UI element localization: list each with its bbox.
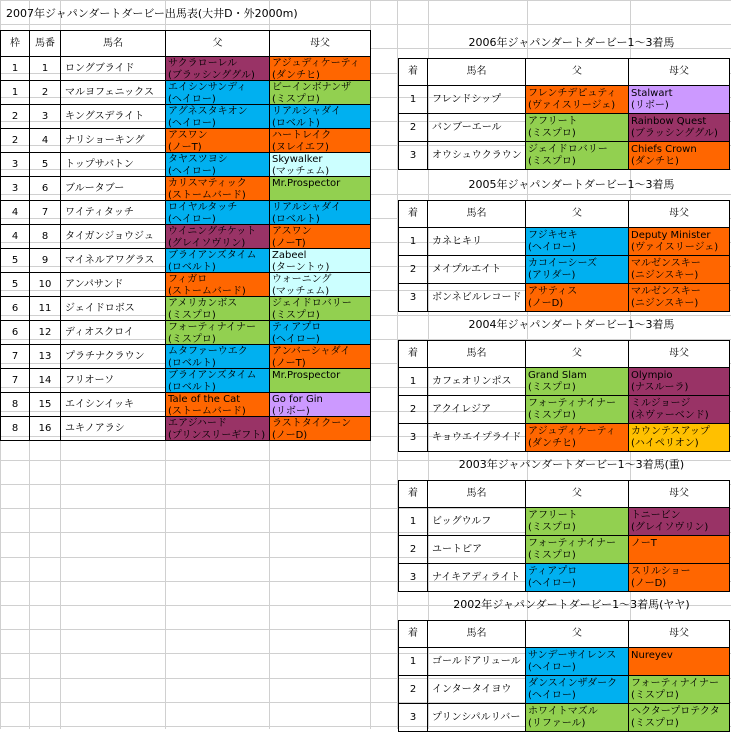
finish-position: 1 [399,368,428,396]
damsire-cell-line: フォーティナイナー [631,678,719,689]
horse-number: 11 [30,297,61,321]
waku-number: 8 [1,417,30,441]
waku-number: 5 [1,249,30,273]
finish-position: 1 [399,86,428,114]
sire-cell [166,297,270,321]
header-position: 着 [399,59,428,86]
sire-cell-line: ダンスインザダーク [528,678,618,689]
sire-cell-line: (ヴァイスリージェ) [528,100,616,111]
finish-position: 2 [399,114,428,142]
header-damsire: 母父 [629,341,730,368]
header-horse: 馬名 [428,201,526,228]
horse-name: カフェオリンポス [428,368,526,396]
damsire-cell [629,424,730,452]
damsire-cell [270,81,371,105]
horse-name: ジェイドロボス [61,297,166,321]
horse-name: バンブーエール [428,114,526,142]
sire-cell-line: フォーティナイナー [528,538,616,549]
damsire-cell [270,321,371,345]
sire-cell-line: エイシンサンディ [168,82,247,93]
header-horse: 馬名 [428,481,526,508]
horse-name: ゴールドアリュール [428,648,526,676]
sire-cell [166,177,270,201]
damsire-cell [270,297,371,321]
damsire-cell-line: Chiefs Crown [631,144,697,155]
header-damsire: 母父 [629,59,730,86]
damsire-cell [270,345,371,369]
sire-cell [526,284,629,312]
horse-name: ユキノアラシ [61,417,166,441]
horse-name: ユートピア [428,536,526,564]
finish-position: 2 [399,536,428,564]
results-table [398,620,730,732]
damsire-cell-line: スリルショー [631,566,691,577]
damsire-cell [629,648,730,676]
horse-name: タイガンジョウジュ [61,225,166,249]
damsire-cell-line: リアルシャダイ [272,202,341,213]
finish-position: 3 [399,284,428,312]
damsire-cell [270,393,371,417]
horse-name: ワイティタッチ [61,201,166,225]
damsire-cell-line: Mr.Prospector [272,178,341,189]
damsire-cell-line: (ミスプロ) [631,690,679,701]
damsire-cell-line: (ロベルト) [272,214,320,225]
header-damsire: 母父 [629,481,730,508]
horse-number: 8 [30,225,61,249]
header-umaban: 馬番 [30,31,61,57]
finish-position: 2 [399,676,428,704]
damsire-cell-line: マルゼンスキー [631,286,701,297]
sire-cell-line: (ヘイロー) [168,214,216,225]
results-table [398,58,730,170]
sire-cell [526,424,629,452]
results-table [398,480,730,592]
sire-cell-line: ジェイドロバリー [528,144,608,155]
sire-cell-line: (ミスプロ) [168,334,216,345]
sire-cell-line: ウイニングチケット [168,226,257,237]
horse-name: オウシュウクラウン [428,142,526,170]
damsire-cell [629,142,730,170]
sire-cell-line: アジュディケーティ [528,426,616,437]
damsire-cell-line: (ミスプロ) [631,718,679,729]
finish-position: 1 [399,228,428,256]
damsire-cell-line: (ミスプロ) [272,94,320,105]
sire-cell-line: サンデーサイレンス [528,650,617,661]
horse-number: 9 [30,249,61,273]
damsire-cell-line: (ナスルーラ) [631,382,689,393]
damsire-cell [270,225,371,249]
horse-name: エイシンイッキ [61,393,166,417]
horse-number: 15 [30,393,61,417]
finish-position: 3 [399,424,428,452]
header-horse: 馬名 [428,621,526,648]
damsire-cell-line: (ノーD) [631,578,667,589]
header-sire: 父 [526,341,629,368]
horse-name: ブルータブー [61,177,166,201]
header-damsire: 母父 [629,201,730,228]
damsire-cell [629,284,730,312]
sire-cell-line: (ミスプロ) [528,156,576,167]
finish-position: 3 [399,704,428,732]
sire-cell [526,86,629,114]
sire-cell [166,81,270,105]
waku-number: 7 [1,369,30,393]
horse-name: プリンシパルリバー [428,704,526,732]
sire-cell [166,393,270,417]
damsire-cell [629,536,730,564]
waku-number: 5 [1,273,30,297]
damsire-cell [629,114,730,142]
sire-cell-line: (ヘイロー) [528,578,576,589]
horse-number: 14 [30,369,61,393]
sire-cell-line: (ヘイロー) [168,118,216,129]
sire-cell-line: (ヘイロー) [528,662,576,673]
damsire-cell [629,704,730,732]
waku-number: 4 [1,201,30,225]
results-title: 2002年ジャパンダートダービー1〜3着馬(ヤヤ) [453,598,690,611]
damsire-cell-line: Olympio [631,370,673,381]
damsire-cell-line: (マッチェム) [272,286,330,297]
damsire-cell-line: アンバーシャダイ [272,346,351,357]
results-table [398,200,730,312]
waku-number: 3 [1,177,30,201]
sire-cell-line: (ロベルト) [168,358,216,369]
horse-number: 6 [30,177,61,201]
sire-cell-line: (ミスプロ) [528,382,576,393]
damsire-cell-line: Mr.Prospector [272,370,341,381]
sire-cell-line: ブライアンズタイム [168,370,257,381]
sire-cell-line: ブライアンズタイム [168,250,257,261]
horse-number: 4 [30,129,61,153]
header-waku: 枠 [1,31,30,57]
horse-name: プラチナクラウン [61,345,166,369]
damsire-cell [270,417,371,441]
header-position: 着 [399,621,428,648]
header-horse: 馬名 [428,59,526,86]
damsire-cell-line: Zabeel [272,250,307,261]
waku-number: 3 [1,153,30,177]
damsire-cell-line: リアルシャダイ [272,106,341,117]
results-title: 2006年ジャパンダートダービー1〜3着馬 [468,36,675,49]
sire-cell-line: (ヘイロー) [168,94,216,105]
horse-number: 16 [30,417,61,441]
sire-cell-line: Tale of the Cat [168,394,241,405]
horse-name: キョウエイプライド [428,424,526,452]
horse-number: 10 [30,273,61,297]
sire-cell [526,648,629,676]
sire-cell-line: (ヘイロー) [168,166,216,177]
sire-cell-line: フジキセキ [528,230,578,241]
results-title: 2004年ジャパンダートダービー1〜3着馬 [468,318,675,331]
damsire-cell-line: ビーインボナンザ [272,82,352,93]
finish-position: 3 [399,564,428,592]
sire-cell [526,564,629,592]
finish-position: 1 [399,648,428,676]
sire-cell-line: ロイヤルタッチ [168,202,238,213]
sire-cell [166,369,270,393]
waku-number: 2 [1,129,30,153]
damsire-cell-line: (ターントゥ) [272,262,330,273]
waku-number: 1 [1,57,30,81]
damsire-cell [270,105,371,129]
waku-number: 7 [1,345,30,369]
horse-number: 1 [30,57,61,81]
damsire-cell-line: ミルジョージ [631,398,691,409]
damsire-cell [629,396,730,424]
sire-cell-line: (ノーT) [168,142,202,153]
header-position: 着 [399,341,428,368]
horse-name: ナリショーキング [61,129,166,153]
header-horse: 馬名 [61,31,166,57]
sire-cell-line: (ロベルト) [168,382,216,393]
sire-cell [166,153,270,177]
damsire-cell-line: (ヴァイスリージェ) [631,242,719,253]
damsire-cell [270,129,371,153]
results-table [398,340,730,452]
header-damsire: 母父 [629,621,730,648]
damsire-cell-line: アスワン [272,226,312,237]
waku-number: 6 [1,297,30,321]
damsire-cell-line: ノーT [631,538,657,549]
damsire-cell-line: (ノーT) [272,358,306,369]
damsire-cell-line: (ミスプロ) [272,310,320,321]
horse-name: フレンドシップ [428,86,526,114]
waku-number: 4 [1,225,30,249]
damsire-cell-line: (ニジンスキー) [631,298,699,309]
damsire-cell [270,369,371,393]
damsire-cell-line: (ヌレイエフ) [272,142,329,153]
damsire-cell-line: Deputy Minister [631,230,711,241]
sire-cell-line: (ストームバード) [168,406,246,417]
damsire-cell-line: (リボー) [272,406,310,417]
sire-cell [526,396,629,424]
sire-cell-line: (ブラッシンググル) [168,70,255,81]
sire-cell [166,201,270,225]
damsire-cell [629,676,730,704]
header-position: 着 [399,481,428,508]
sire-cell-line: アスワン [168,130,208,141]
sire-cell [526,256,629,284]
sire-cell-line: (ミスプロ) [528,128,576,139]
sire-cell [166,345,270,369]
damsire-cell-line: (マッチェム) [272,166,330,177]
horse-name: アンパサンド [61,273,166,297]
horse-name: ディオスクロイ [61,321,166,345]
horse-name: ナイキアディライト [428,564,526,592]
horse-name: マイネルアワグラス [61,249,166,273]
sire-cell [526,142,629,170]
sire-cell-line: フォーティナイナー [168,322,256,333]
sire-cell [526,676,629,704]
horse-number: 2 [30,81,61,105]
damsire-cell-line: トニービン [631,510,681,521]
sire-cell-line: (ヘイロー) [528,242,576,253]
header-horse: 馬名 [428,341,526,368]
sire-cell-line: (ミスプロ) [168,310,216,321]
sire-cell-line: ホワイトマズル [528,706,598,717]
header-sire: 父 [526,59,629,86]
damsire-cell-line: ティアプロ [272,322,322,333]
damsire-cell-line: (ロベルト) [272,118,320,129]
sire-cell [166,249,270,273]
sire-cell-line: アフリート [528,116,578,127]
horse-name: カネヒキリ [428,228,526,256]
damsire-cell-line: (リボー) [631,100,669,111]
horse-name: キングスデライト [61,105,166,129]
waku-number: 8 [1,393,30,417]
finish-position: 2 [399,256,428,284]
header-damsire: 母父 [270,31,371,57]
damsire-cell-line: (ダンチヒ) [631,156,679,167]
sire-cell-line: (プリンスリーギフト) [168,430,266,441]
sire-cell [526,368,629,396]
horse-name: マルヨフェニックス [61,81,166,105]
damsire-cell-line: ジェイドロバリー [272,298,352,309]
sire-cell-line: カリスマティック [168,178,247,189]
sire-cell-line: アグネスタキオン [168,106,248,117]
damsire-cell-line: アジュディケーティ [272,58,360,69]
horse-number: 13 [30,345,61,369]
sire-cell-line: (ミスプロ) [528,410,576,421]
header-sire: 父 [166,31,270,57]
damsire-cell-line: ハートレイク [272,130,332,141]
waku-number: 6 [1,321,30,345]
sire-cell [526,536,629,564]
damsire-cell-line: Nureyev [631,650,673,661]
horse-name: ビッグウルフ [428,508,526,536]
damsire-cell-line: (ヘイロー) [272,334,320,345]
damsire-cell-line: カウンテスアップ [631,426,710,437]
results-title: 2003年ジャパンダートダービー1〜3着馬(重) [458,458,685,471]
damsire-cell [270,153,371,177]
sire-cell-line: (ストームバード) [168,190,246,201]
horse-number: 5 [30,153,61,177]
horse-number: 7 [30,201,61,225]
damsire-cell [270,201,371,225]
damsire-cell-line: Rainbow Quest [631,116,707,127]
waku-number: 1 [1,81,30,105]
sire-cell [166,321,270,345]
waku-number: 2 [1,105,30,129]
sire-cell-line: エアジハード [168,418,227,429]
header-position: 着 [399,201,428,228]
damsire-cell-line: Skywalker [272,154,323,165]
damsire-cell [629,508,730,536]
finish-position: 1 [399,508,428,536]
damsire-cell-line: (ハイペリオン) [631,438,699,449]
header-sire: 父 [526,621,629,648]
sire-cell-line: (ミスプロ) [528,550,576,561]
damsire-cell [629,564,730,592]
sire-cell [526,508,629,536]
sire-cell-line: アメリカンボス [168,298,238,309]
sire-cell-line: フォーティナイナー [528,398,616,409]
sire-cell-line: アフリート [528,510,578,521]
finish-position: 2 [399,396,428,424]
sire-cell-line: (ノーD) [528,298,564,309]
damsire-cell-line: (グレイソヴリン) [631,522,709,533]
horse-name: アクイレジア [428,396,526,424]
header-sire: 父 [526,201,629,228]
sire-cell-line: (ストームバード) [168,286,246,297]
sire-cell [526,704,629,732]
damsire-cell-line: (ノーD) [272,430,308,441]
sire-cell-line: (ミスプロ) [528,522,576,533]
sire-cell-line: (ヘイロー) [528,690,576,701]
entry-table [0,30,371,441]
sire-cell-line: (アリダー) [528,270,576,281]
damsire-cell-line: (ネヴァーベンド) [631,410,709,421]
sire-cell-line: ティアプロ [528,566,578,577]
damsire-cell-line: Stalwart [631,88,673,99]
damsire-cell [629,368,730,396]
sire-cell [166,273,270,297]
sire-cell-line: タヤスツヨシ [168,154,228,165]
horse-name: メイプルエイト [428,256,526,284]
sire-cell [166,57,270,81]
header-sire: 父 [526,481,629,508]
damsire-cell [270,177,371,201]
sire-cell [526,228,629,256]
sire-cell-line: アサティス [528,286,578,297]
horse-name: ボンネビルレコード [428,284,526,312]
sire-cell-line: ムタファーウエク [168,346,248,357]
damsire-cell [629,256,730,284]
damsire-cell [629,86,730,114]
sire-cell-line: (ロベルト) [168,262,216,273]
damsire-cell [270,249,371,273]
damsire-cell-line: (ニジンスキー) [631,270,699,281]
finish-position: 3 [399,142,428,170]
sire-cell [166,129,270,153]
sire-cell-line: フレンチデピュティ [528,88,617,99]
horse-name: ロングブライド [61,57,166,81]
damsire-cell [629,228,730,256]
sire-cell-line: フィガロ [168,274,208,285]
horse-name: インタータイヨウ [428,676,526,704]
sire-cell-line: (ダンチヒ) [528,438,576,449]
main-table-title: 2007年ジャパンダートダービー出馬表(大井D・外2000m) [6,7,298,20]
sire-cell [526,114,629,142]
sire-cell-line: (リファール) [528,718,586,729]
horse-number: 12 [30,321,61,345]
sire-cell-line: (グレイソヴリン) [168,238,246,249]
damsire-cell-line: ラストタイクーン [272,418,352,429]
damsire-cell-line: Go for Gin [272,394,323,405]
horse-name: フリオーソ [61,369,166,393]
damsire-cell-line: (ノーT) [272,238,306,249]
damsire-cell [270,273,371,297]
damsire-cell [270,57,371,81]
damsire-cell-line: ヘクタープロテクタ [631,706,720,717]
damsire-cell-line: マルゼンスキー [631,258,701,269]
horse-name: トップサバトン [61,153,166,177]
damsire-cell-line: (ダンチヒ) [272,70,320,81]
sire-cell-line: Grand Slam [528,370,587,381]
sire-cell [166,417,270,441]
results-title: 2005年ジャパンダートダービー1〜3着馬 [468,178,675,191]
sire-cell-line: サクラローレル [168,58,238,69]
horse-number: 3 [30,105,61,129]
sire-cell-line: カコイーシーズ [528,258,597,269]
damsire-cell-line: (ブラッシンググル) [631,128,718,139]
sire-cell [166,105,270,129]
damsire-cell-line: ウォーニング [272,274,332,285]
sire-cell [166,225,270,249]
